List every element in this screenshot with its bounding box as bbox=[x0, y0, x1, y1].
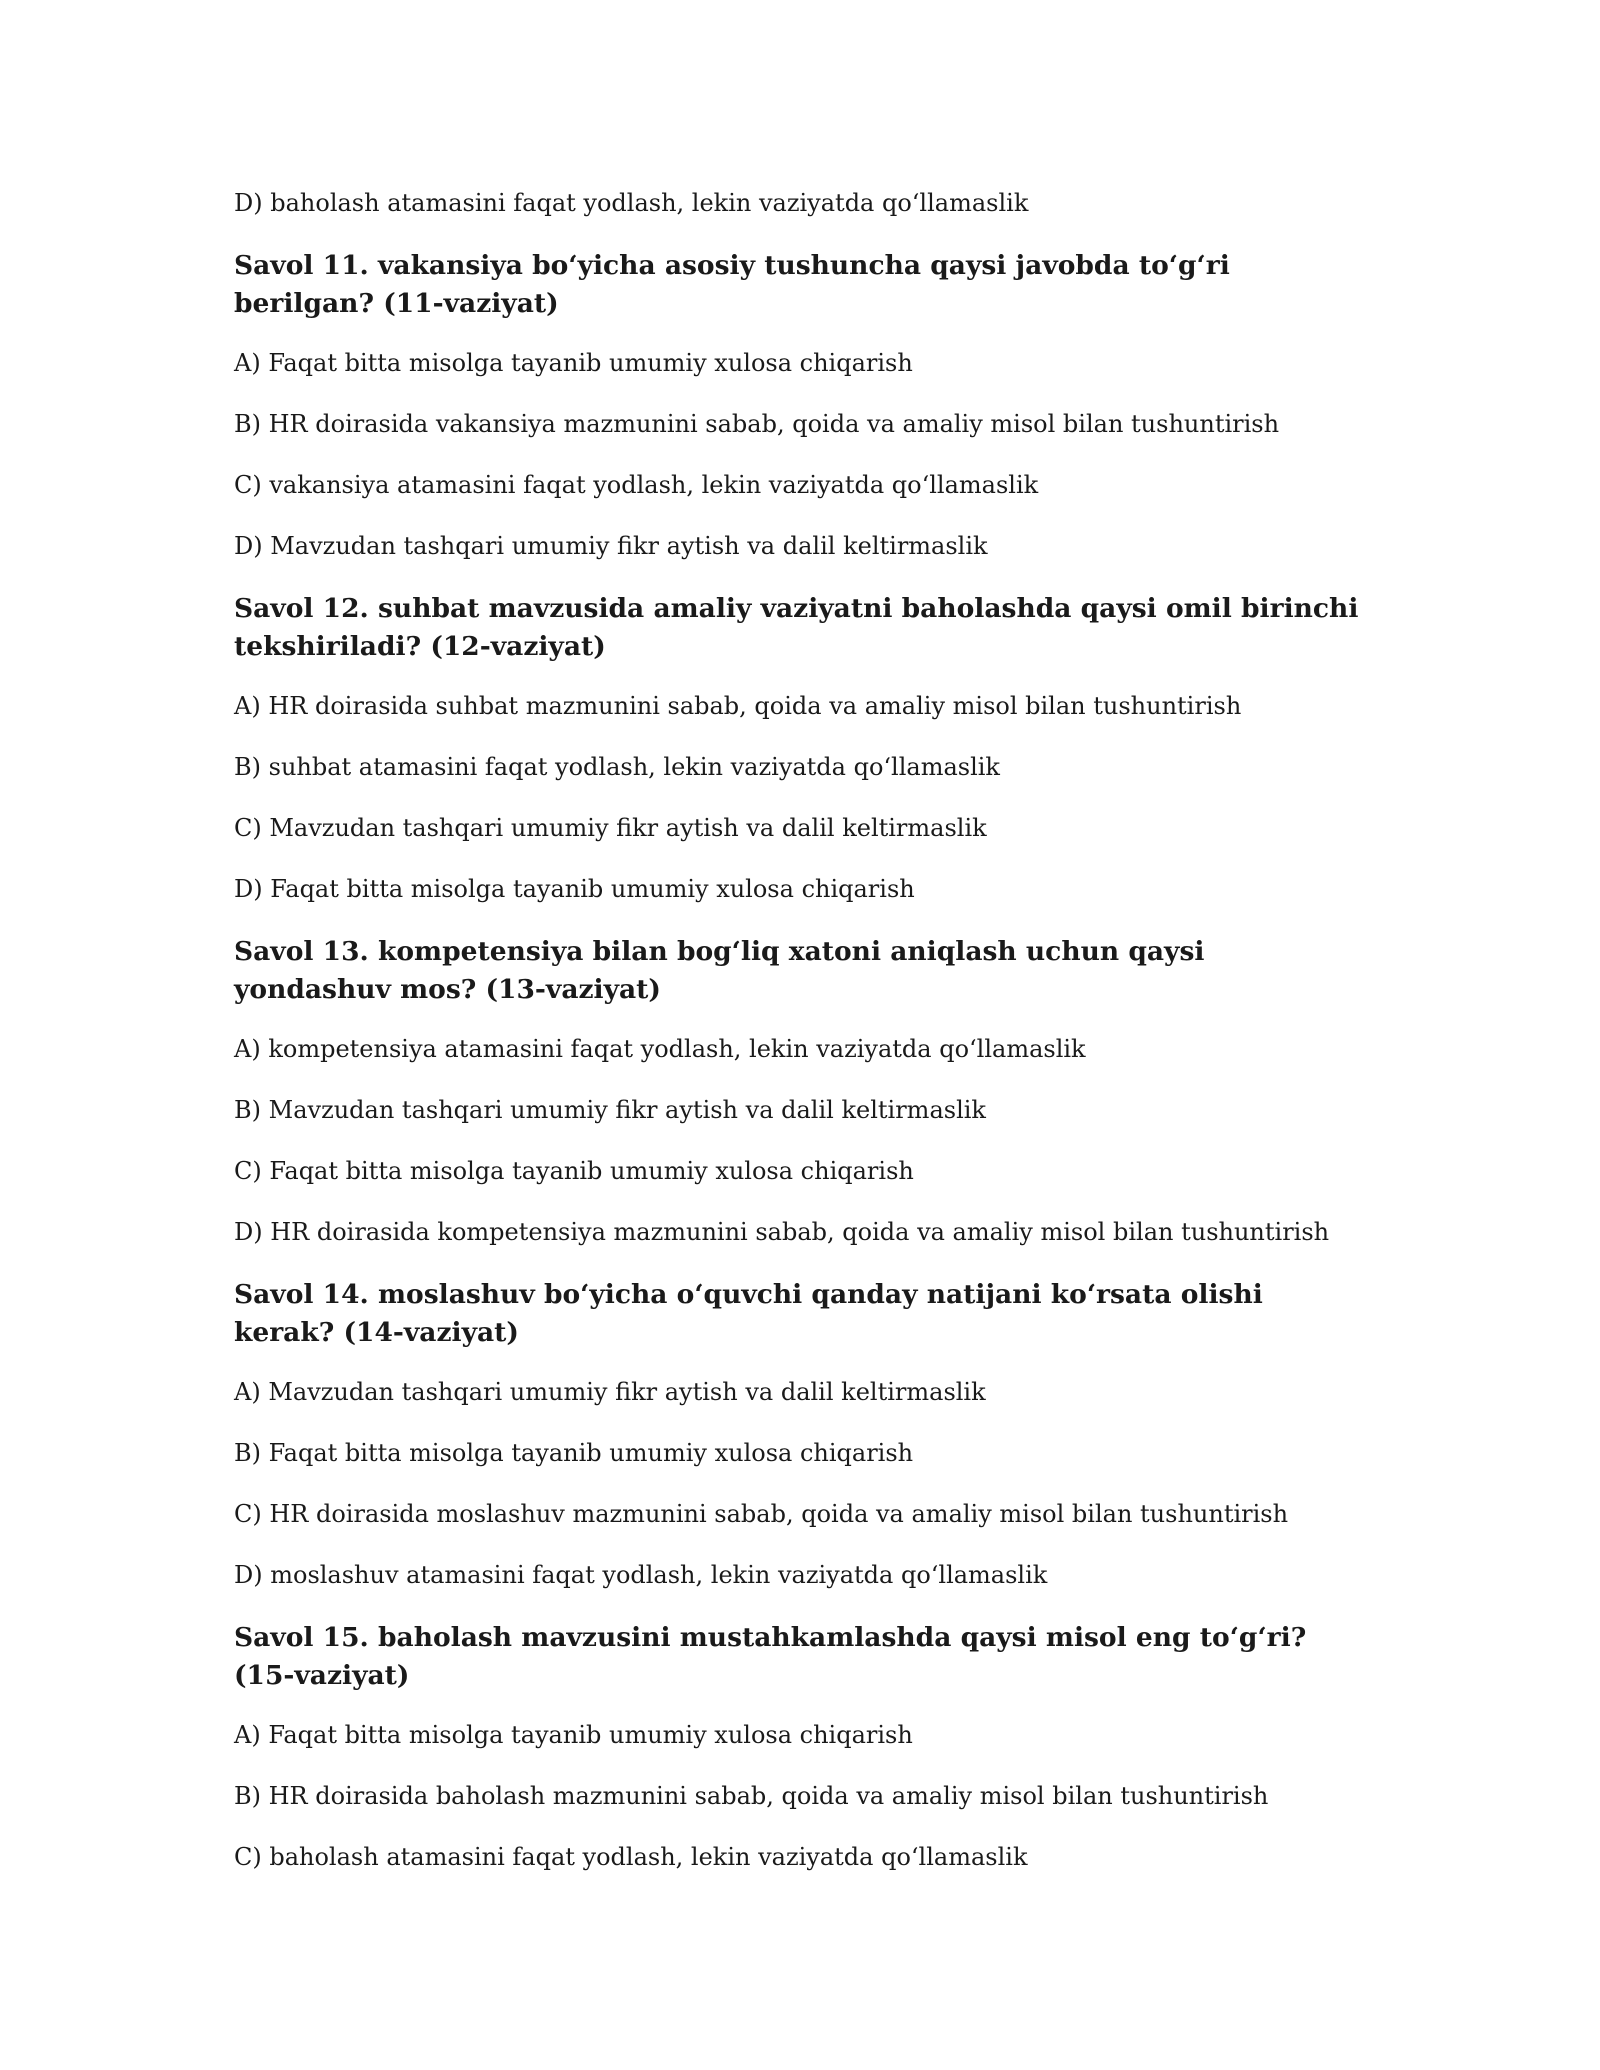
answer-option: C) HR doirasida moslashuv mazmunini sabab, qoida va amaliy misol bilan tushuntirish bbox=[234, 1500, 1289, 1528]
answer-option: A) Faqat bitta misolga tayanib umumiy xulosa chiqarish bbox=[234, 1721, 913, 1749]
question-block-13 bbox=[234, 933, 1364, 1249]
answer-option: B) suhbat atamasini faqat yodlash, lekin vaziyatda qo‘llamaslik bbox=[234, 753, 1000, 781]
question-title: Savol 13. kompetensiya bilan bog‘liq xatoni aniqlash uchun qaysi yondashuv mos? (13-vaziyat) bbox=[234, 936, 1205, 1005]
question-title: Savol 14. moslashuv bo‘yicha o‘quvchi qanday natijani ko‘rsata olishi kerak? (14-vaziyat) bbox=[234, 1279, 1263, 1348]
question-title: Savol 15. baholash mavzusini mustahkamlashda qaysi misol eng to‘g‘ri? (15-vaziyat) bbox=[234, 1622, 1307, 1691]
answer-option: C) baholash atamasini faqat yodlash, lekin vaziyatda qo‘llamaslik bbox=[234, 1843, 1028, 1871]
question-block-11 bbox=[234, 247, 1364, 563]
answer-option: D) Faqat bitta misolga tayanib umumiy xulosa chiqarish bbox=[234, 875, 915, 903]
answer-option: A) kompetensiya atamasini faqat yodlash, lekin vaziyatda qo‘llamaslik bbox=[234, 1035, 1086, 1063]
answer-option: A) HR doirasida suhbat mazmunini sabab, qoida va amaliy misol bilan tushuntirish bbox=[234, 692, 1242, 720]
answer-option: C) Mavzudan tashqari umumiy fikr aytish va dalil keltirmaslik bbox=[234, 814, 987, 842]
question-title: Savol 11. vakansiya bo‘yicha asosiy tushuncha qaysi javobda to‘g‘ri berilgan? (11-vaziyat) bbox=[234, 250, 1230, 319]
answer-option: A) Faqat bitta misolga tayanib umumiy xulosa chiqarish bbox=[234, 349, 913, 377]
answer-option: D) baholash atamasini faqat yodlash, lekin vaziyatda qo‘llamaslik bbox=[234, 189, 1029, 217]
question-block-12 bbox=[234, 590, 1364, 906]
answer-option: C) Faqat bitta misolga tayanib umumiy xulosa chiqarish bbox=[234, 1157, 914, 1185]
answer-option: A) Mavzudan tashqari umumiy fikr aytish va dalil keltirmaslik bbox=[234, 1378, 986, 1406]
answer-option: C) vakansiya atamasini faqat yodlash, lekin vaziyatda qo‘llamaslik bbox=[234, 471, 1039, 499]
answer-option: B) Faqat bitta misolga tayanib umumiy xulosa chiqarish bbox=[234, 1439, 914, 1467]
answer-option: D) Mavzudan tashqari umumiy fikr aytish va dalil keltirmaslik bbox=[234, 532, 988, 560]
answer-option: B) HR doirasida baholash mazmunini sabab, qoida va amaliy misol bilan tushuntirish bbox=[234, 1782, 1269, 1810]
question-block-14 bbox=[234, 1276, 1364, 1592]
answer-option: B) Mavzudan tashqari umumiy fikr aytish va dalil keltirmaslik bbox=[234, 1096, 986, 1124]
question-block-15 bbox=[234, 1619, 1364, 1874]
document-page bbox=[234, 186, 1364, 1901]
question-title: Savol 12. suhbat mavzusida amaliy vaziyatni baholashda qaysi omil birinchi tekshiriladi? (12-vaziyat) bbox=[234, 593, 1359, 662]
answer-option: B) HR doirasida vakansiya mazmunini sabab, qoida va amaliy misol bilan tushuntirish bbox=[234, 410, 1280, 438]
answer-option: D) moslashuv atamasini faqat yodlash, lekin vaziyatda qo‘llamaslik bbox=[234, 1561, 1048, 1589]
answer-option: D) HR doirasida kompetensiya mazmunini sabab, qoida va amaliy misol bilan tushuntirish bbox=[234, 1218, 1330, 1246]
